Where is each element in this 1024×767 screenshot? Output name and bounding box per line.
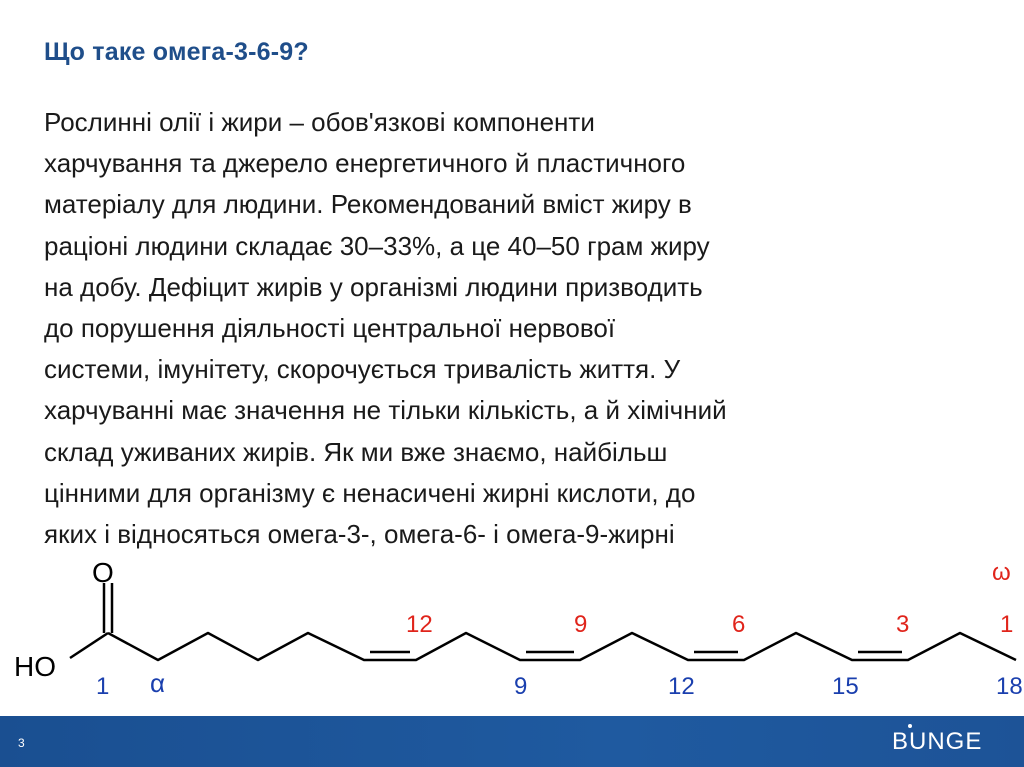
- body-line: системи, імунітету, скорочується тривалість життя. У: [44, 354, 681, 385]
- footer-bar: [0, 716, 1024, 767]
- bunge-logo: BUNGE: [892, 728, 983, 755]
- carbon-number-1: 1: [96, 673, 110, 700]
- carbon-number-12: 12: [668, 673, 695, 700]
- alpha-label: α: [150, 668, 166, 698]
- body-line: на добу. Дефіцит жирів у організмі людини призводить: [44, 271, 703, 302]
- omega-number-1: 1: [1000, 611, 1014, 638]
- slide-title: Що таке омега-3-6-9?: [44, 38, 309, 66]
- body-line: цінними для організму є ненасичені жирні кислоти, до: [44, 477, 696, 508]
- hydroxyl-bond: [70, 633, 108, 658]
- hydroxyl-label: HO: [14, 651, 56, 682]
- body-line: до порушення діяльності центральної нервової: [44, 313, 616, 344]
- oxygen-label: O: [92, 557, 114, 588]
- body-line: склад уживаних жирів. Як ми вже знаємо, найбільш: [44, 436, 668, 467]
- carbon-number-9: 9: [514, 673, 528, 700]
- carbon-chain: [108, 633, 1016, 660]
- carbon-number-15: 15: [832, 673, 859, 700]
- body-text: [44, 102, 727, 555]
- carbon-number-18: 18: [996, 673, 1023, 700]
- omega-number-12: 12: [406, 611, 433, 638]
- body-line: матеріалу для людини. Рекомендований вміст жиру в: [44, 189, 692, 220]
- page-number: 3: [18, 736, 25, 750]
- body-line: Рослинні олії і жири – обов'язкові компоненти: [44, 107, 595, 137]
- body-line: раціоні людини складає 30–33%, а це 40–50 грам жиру: [44, 230, 710, 261]
- omega-number-6: 6: [732, 611, 746, 638]
- body-line: харчування та джерело енергетичного й пластичного: [44, 148, 686, 179]
- omega-symbol: ω: [992, 559, 1011, 586]
- omega-number-3: 3: [896, 611, 910, 638]
- body-line: харчуванні має значення не тільки кількість, а й хімічний: [44, 395, 727, 426]
- fatty-acid-structure: [0, 555, 1024, 715]
- omega-number-9: 9: [574, 611, 588, 638]
- body-line: яких і відносяться омега-3-, омега-6- і омега-9-жирні: [44, 519, 675, 550]
